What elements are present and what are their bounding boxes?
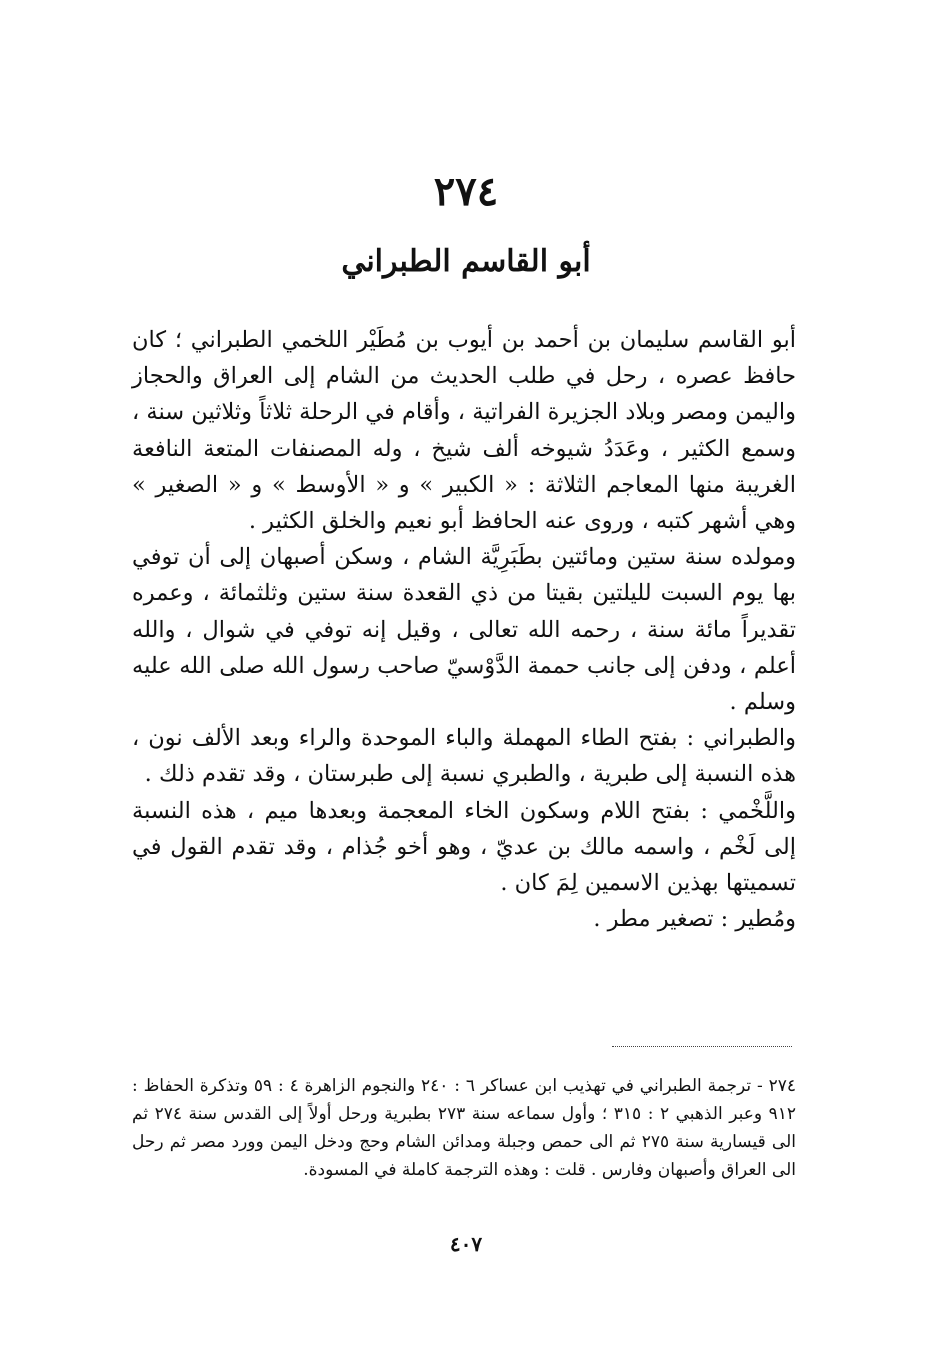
biography-body	[132, 322, 796, 937]
footnote-divider	[612, 1046, 792, 1047]
entry-title: أبو القاسم الطبراني	[341, 244, 591, 279]
footnote-text: ٢٧٤ - ترجمة الطبراني في تهذيب ابن عساكر ٦ : ٢٤٠ والنجوم الزاهرة ٤ : ٥٩ وتذكرة الحفاظ : ٩١٢ وعبر الذهبي ٢ : ٣١٥ ؛ وأول سماعه سنة ٢٧٣ بطبرية ورحل أولاً إلى القدس سنة ٢٧٤ ثم الى قيسارية سنة ٢٧٥ ثم الى حمص وجبلة ومدائن الشام وحج ودخل اليمن وورد مصر ثم رحل الى العراق وأصبهان وفارس . قلت : وهذه الترجمة كاملة في المسودة.	[132, 1076, 797, 1180]
paragraph-mutayr: ومُطير : تصغير مطر .	[593, 906, 796, 933]
paragraph-birth-death: ومولده سنة ستين ومائتين بطَبَرِيَّة الشام ، وسكن أصبهان إلى أن توفي بها يوم السبت لليلتين بقيتا من ذي القعدة سنة ستين وثلثمائة ، وعمره تقديراً مائة سنة ، رحمه الله تعالى ، وقيل إنه توفي في شوال ، والله أعلم ، ودفن إلى جانب حممة الدَّوْسيّ صاحب رسول الله صلى الله عليه وسلم .	[132, 544, 796, 716]
page-number: ٤٠٧	[449, 1232, 483, 1256]
paragraph-introduction: أبو القاسم سليمان بن أحمد بن أيوب بن مُطَيْر اللخمي الطبراني ؛ كان حافظ عصره ، رحل في طلب الحديث من الشام إلى العراق والحجاز واليمن ومصر وبلاد الجزيرة الفراتية ، وأقام في الرحلة ثلاثاً وثلاثين سنة ، وسمع الكثير ، وعَدَدُ شيوخه ألف شيخ ، وله المصنفات المتعة النافعة الغريبة منها المعاجم الثلاثة : « الكبير » و « الأوسط » و « الصغير » وهي أشهر كتبه ، وروى عنه الحافظ أبو نعيم والخلق الكثير .	[132, 327, 796, 535]
entry-number: ٢٧٤	[433, 168, 499, 215]
paragraph-lakhmi-nisba: واللَّخْمي : بفتح اللام وسكون الخاء المعجمة وبعدها ميم ، هذه النسبة إلى لَخْم ، واسمه مالك بن عديّ ، وهو أخو جُذام ، وقد تقدم القول في تسميتها بهذين الاسمين لِمَ كان .	[132, 797, 796, 897]
footnote	[132, 1072, 796, 1184]
paragraph-tabarani-nisba: والطبراني : بفتح الطاء المهملة والباء الموحدة والراء وبعد الألف نون ، هذه النسبة إلى طبرية ، والطبري نسبة إلى طبرستان ، وقد تقدم ذلك .	[132, 725, 796, 788]
